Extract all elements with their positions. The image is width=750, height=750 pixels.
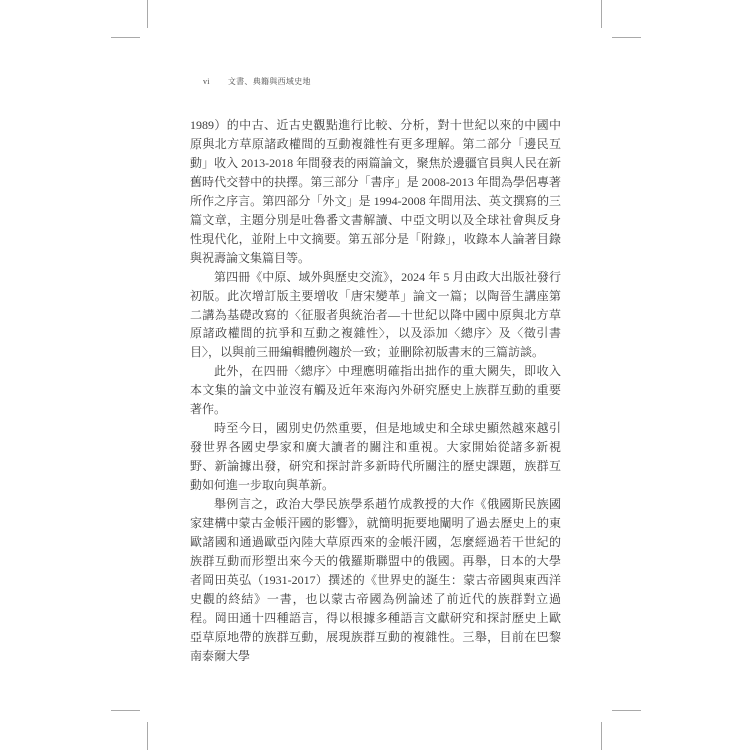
crop-mark-top-right-horizontal <box>612 37 641 38</box>
paragraph: 此外，在四冊〈總序〉中理應明確指出拙作的重大闕失，即收入本文集的論文中並沒有觸及近年來海內外研究歷史上族群互動的重要著作。 <box>190 364 561 417</box>
paragraph: 舉例言之，政治大學民族學系趙竹成教授的大作《俄國斯民族國家建構中蒙古金帳汗國的影響》，就簡明扼要地闡明了過去歷史上的東歐諸國和通過歐亞內陸大草原西來的金帳汗國，怎麼經過若干世紀的族群互動而形塑出來今天的俄羅斯聯盟中的俄國。再舉，日本的大學者岡田英弘（1931-2017）撰述的《世界史的誕生：蒙古帝國與東西洋史觀的終結》一書，也以蒙古帝國為例論述了前近代的族群對立過程。岡田通十四種語言，得以根據多種語言文獻研究和探討歷史上歐亞草原地帶的族群互動，展現族群互動的複雜性。三舉，目前在巴黎南泰爾大學 <box>190 497 561 663</box>
crop-mark-bottom-left-vertical <box>147 722 148 750</box>
crop-mark-top-left-horizontal <box>111 37 140 38</box>
running-title: 文書、典籍與西域史地 <box>227 77 311 86</box>
running-header <box>203 76 311 87</box>
crop-mark-top-right-vertical <box>601 0 602 28</box>
paragraph: 第四冊《中原、域外與歷史交流》，2024 年 5 月由政大出版社發行初版。此次增訂版主要增收「唐宋變革」論文一篇；以陶晉生講座第二講為基礎改寫的〈征服者與統治者—十世紀以降中國中原與北方草原諸政權間的抗爭和互動之複雜性〉，以及添加〈總序〉及〈徵引書目〉，以與前三冊編輯體例趨於一致；並刪除初版書末的三篇訪談。 <box>190 269 561 360</box>
body-text-block <box>190 116 561 666</box>
paragraph: 時至今日，國別史仍然重要，但是地域史和全球史顯然越來越引發世界各國史學家和廣大讀者的關注和重視。大家開始從諸多新視野、新論據出發，研究和探討許多新時代所關注的歷史課題，族群互動如何進一步取向與革新。 <box>190 421 561 493</box>
page-number: vi <box>203 77 210 86</box>
paragraph: 1989）的中古、近古史觀點進行比較、分析，對十世紀以來的中國中原與北方草原諸政權間的互動複雜性有更多理解。第二部分「邊民互動」收入 2013-2018 年間發表的兩篇論文，聚焦於邊疆官員與人民在新舊時代交替中的抉擇。第三部分「書序」是 2008-2013 年間為學侶專著所作之序言。第四部分「外文」是 1994-2008 年間用法、英文撰寫的三篇文章，主題分別是吐魯番文書解讀、中亞文明以及全球社會與反身性現代化，並附上中文摘要。第五部分是「附錄」，收錄本人論著目錄與祝壽論文集篇目等。 <box>190 118 561 265</box>
crop-mark-bottom-right-horizontal <box>612 710 641 711</box>
crop-mark-top-left-vertical <box>147 0 148 28</box>
crop-mark-bottom-right-vertical <box>601 722 602 750</box>
crop-mark-bottom-left-horizontal <box>111 710 140 711</box>
